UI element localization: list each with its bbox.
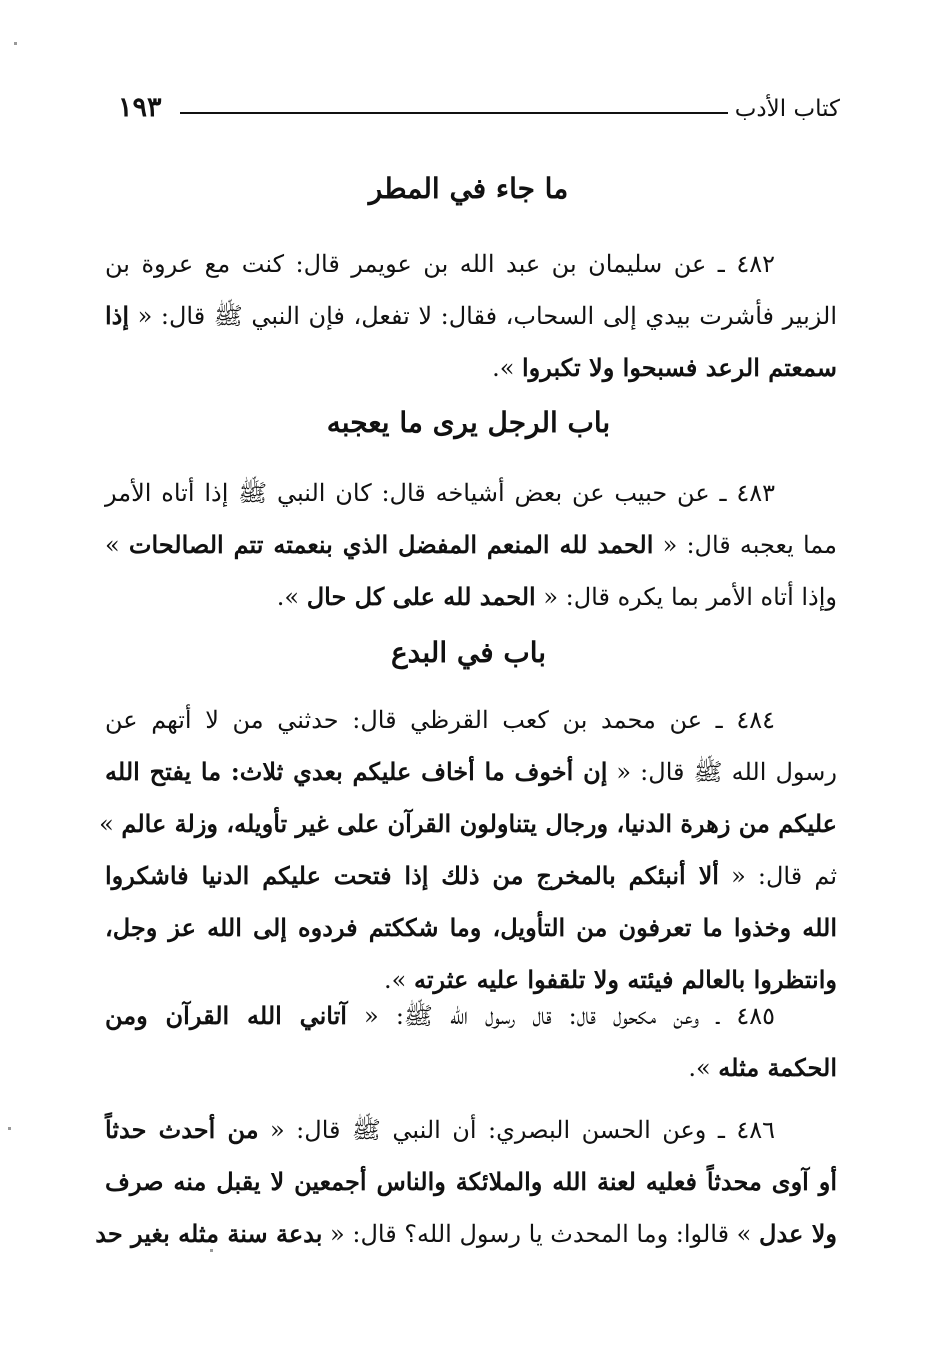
page-number: ١٩٣ bbox=[118, 92, 162, 123]
running-header bbox=[118, 92, 840, 132]
book-title: كتاب الأدب bbox=[734, 96, 840, 122]
hadith-486-line-1: ٤٨٦ ـ وعن الحسن البصري: أن النبي ﷺ قال: « من أحدث حدثاً bbox=[105, 1115, 775, 1144]
scan-speck bbox=[8, 1127, 11, 1130]
hadith-485-line-1: ٤٨٥ ـ وعن مكحول قال: قال رسول الله ﷺ: « آتاني الله القرآن ومن bbox=[105, 1001, 775, 1030]
hadith-485 bbox=[105, 990, 837, 1094]
hadith-482-line-3: سمعتم الرعد فسبحوا ولا تكبروا ». bbox=[492, 353, 837, 382]
hadith-483 bbox=[105, 467, 837, 623]
hadith-486 bbox=[95, 1104, 837, 1260]
hadith-484 bbox=[99, 694, 837, 1006]
hadith-485-line-2: الحكمة مثله ». bbox=[688, 1053, 837, 1082]
hadith-486-line-3: ولا عدل » قالوا: وما المحدث يا رسول الله؟ قال: « بدعة سنة مثله بغير حد bbox=[95, 1219, 837, 1248]
hadith-483-line-2: مما يعجبه قال: « الحمد لله المنعم المفضل الذي بنعمته تتم الصالحات » bbox=[105, 530, 838, 559]
scan-speck bbox=[210, 1249, 213, 1252]
hadith-484-line-4: ثم قال: « ألا أنبئكم بالمخرج من ذلك إذا فتحت عليكم الدنيا فاشكروا bbox=[105, 861, 837, 890]
hadith-484-line-6: وانتظروا بالعالم فيئته ولا تلقفوا عليه عثرته ». bbox=[384, 965, 837, 994]
hadith-484-line-5: الله وخذوا ما تعرفون من التأويل، وما شككتم فردوه إلى الله عز وجل، bbox=[105, 913, 837, 942]
section-heading-innovations: باب في البدع bbox=[390, 636, 547, 669]
hadith-483-line-1: ٤٨٣ ـ عن حبيب عن بعض أشياخه قال: كان النبي ﷺ إذا أتاه الأمر bbox=[105, 479, 775, 507]
header-rule bbox=[180, 112, 728, 114]
section-heading-rain: ما جاء في المطر bbox=[368, 172, 569, 205]
hadith-484-line-3: عليكم من زهرة الدنيا، ورجال يتناولون القرآن على غير تأويله، وزلة عالم » bbox=[99, 809, 837, 838]
section-heading-admiring: باب الرجل يرى ما يعجبه bbox=[326, 406, 611, 439]
hadith-484-line-2: رسول الله ﷺ قال: « إن أخوف ما أخاف عليكم بعدي ثلاث: ما يفتح الله bbox=[105, 757, 837, 786]
hadith-484-line-1: ٤٨٤ ـ عن محمد بن كعب القرظي قال: حدثني من لا أتهم عن bbox=[105, 706, 775, 734]
hadith-482-line-2: الزبير فأشرت بيدي إلى السحاب، فقال: لا تفعل، فإن النبي ﷺ قال: « إذا bbox=[105, 301, 837, 330]
scan-speck bbox=[14, 42, 17, 45]
hadith-482-line-1: ٤٨٢ ـ عن سليمان بن عبد الله بن عويمر قال: كنت مع عروة بن bbox=[105, 250, 775, 278]
hadith-486-line-2: أو آوى محدثاً فعليه لعنة الله والملائكة والناس أجمعين لا يقبل منه صرف bbox=[105, 1167, 837, 1196]
hadith-483-line-3: وإذا أتاه الأمر بما يكره قال: « الحمد لله على كل حال ». bbox=[276, 582, 837, 611]
hadith-482 bbox=[105, 238, 837, 394]
